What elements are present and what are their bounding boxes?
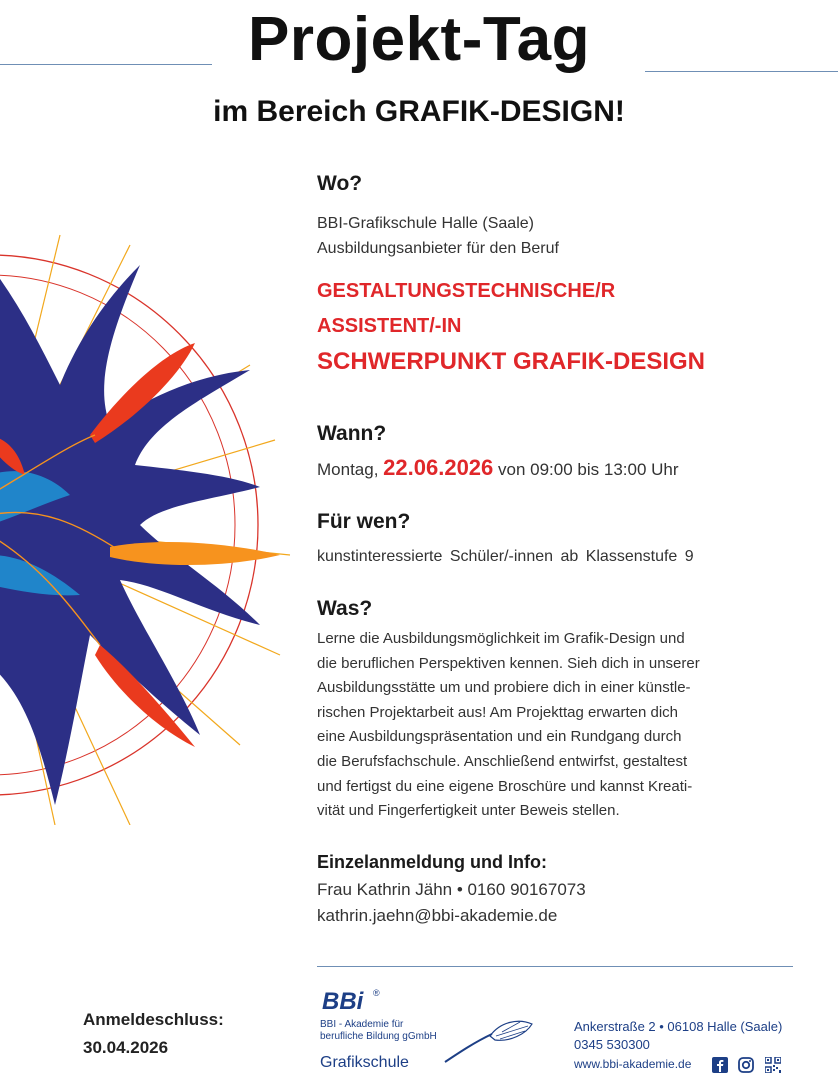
where-line-2: Ausbildungsanbieter für den Beruf xyxy=(317,240,559,257)
logo-line-1: BBI - Akademie für xyxy=(320,1019,404,1030)
focus-line: SCHWERPUNKT GRAFIK-DESIGN xyxy=(317,348,705,375)
facebook-icon[interactable] xyxy=(712,1057,728,1073)
what-line: und fertigst du eine eigene Broschüre und kannst Kreati- xyxy=(317,777,693,795)
what-line: rischen Projektarbeit aus! Am Projekttag erwarten dich xyxy=(317,703,679,721)
bbi-logo xyxy=(320,988,560,1078)
what-line: Lerne die Ausbildungsmöglichkeit im Grafik-Design und xyxy=(317,630,685,647)
what-line: eine Ausbildungspräsentation und ein Rundgang durch xyxy=(317,728,682,746)
who-heading: Für wen? xyxy=(317,510,411,533)
starburst-navy-body xyxy=(0,265,260,805)
what-body xyxy=(317,627,789,824)
page-title: Projekt-Tag xyxy=(248,5,590,74)
page-subtitle: im Bereich GRAFIK-DESIGN! xyxy=(213,95,625,128)
where-line-1: BBI-Grafikschule Halle (Saale) xyxy=(317,215,534,232)
deadline-label: Anmeldeschluss: xyxy=(83,1010,224,1029)
contact-line-1: Frau Kathrin Jähn • 0160 90167073 xyxy=(317,880,586,899)
logo-school: Grafikschule xyxy=(320,1054,409,1071)
instagram-icon[interactable] xyxy=(738,1057,754,1073)
address-phone: 0345 530300 xyxy=(574,1037,650,1052)
deadline-date: 30.04.2026 xyxy=(83,1038,169,1057)
address-website[interactable]: www.bbi-akademie.de xyxy=(574,1057,692,1071)
event-date: 22.06.2026 xyxy=(383,455,494,480)
address-block xyxy=(574,1018,824,1074)
logo-line-2: berufliche Bildung gGmbH xyxy=(320,1031,437,1042)
what-line: Ausbildungsstätte um und probiere dich in einer künstle- xyxy=(317,679,691,697)
when-prefix: Montag, xyxy=(317,460,379,479)
contact-heading: Einzelanmeldung und Info: xyxy=(317,852,547,872)
who-text: kunstinteressierte Schüler/-innen ab Klassenstufe 9 xyxy=(317,548,694,565)
what-line: vität und Fingerfertigkeit unter Beweis stellen. xyxy=(317,802,620,820)
profession-line-2: ASSISTENT/-IN xyxy=(317,315,462,337)
decorative-starburst-graphic xyxy=(0,225,300,825)
what-line: die Berufsfachschule. Anschließend entwirfst, gestaltest xyxy=(317,752,688,770)
logo-registered: ® xyxy=(373,988,380,998)
footer-rule xyxy=(317,966,793,967)
what-line: die beruflichen Perspektiven kennen. Sieh dich in unserer xyxy=(317,654,700,672)
profession-line-1: GESTALTUNGSTECHNISCHE/R xyxy=(317,280,616,302)
logo-mark: BBi xyxy=(322,988,364,1015)
what-heading: Was? xyxy=(317,597,373,620)
where-heading: Wo? xyxy=(317,172,363,195)
brush-sketch-icon xyxy=(440,1012,540,1068)
contact-email[interactable]: kathrin.jaehn@bbi-akademie.de xyxy=(317,906,558,925)
address-line: Ankerstraße 2 • 06108 Halle (Saale) xyxy=(574,1019,783,1034)
when-suffix: von 09:00 bis 13:00 Uhr xyxy=(498,460,679,479)
when-heading: Wann? xyxy=(317,422,387,445)
qr-code-icon[interactable] xyxy=(765,1057,781,1073)
when-line xyxy=(317,455,787,483)
